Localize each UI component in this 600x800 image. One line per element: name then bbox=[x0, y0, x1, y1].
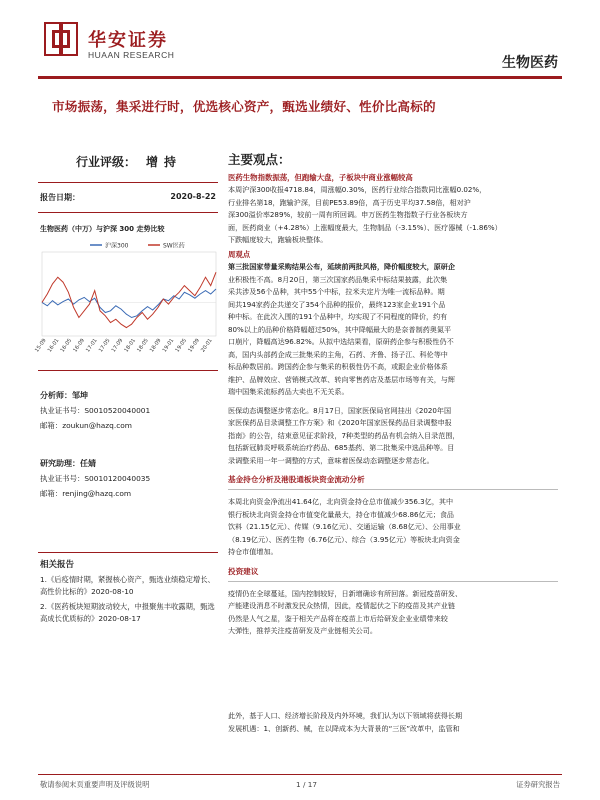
x-tick-label: 15-09 bbox=[34, 337, 48, 354]
series-line-SW医药 bbox=[42, 272, 216, 327]
footer-doc-type: 证券研究报告 bbox=[516, 780, 560, 789]
text-line: 行业排名第18，跑输沪深，目前PE53.89倍，高于历史平均37.58倍，相对沪 bbox=[228, 197, 471, 207]
text-line: 医保动态调整逐步常态化。8月17日，国家医保局官网挂出《2020年国 bbox=[228, 405, 452, 415]
report-date-value: 2020-8-22 bbox=[170, 192, 216, 201]
text-line: 指南》的公告，结束意见征求阶段，7种类型的药品有机会纳入目录范围， bbox=[228, 430, 460, 440]
report-title: 市场振荡，集采进行时，优选核心资产，甄选业绩好、性价比高标的 bbox=[52, 99, 436, 114]
analyst-email-label: 邮箱： bbox=[40, 421, 63, 430]
paragraph-index-review bbox=[228, 184, 558, 247]
assistant-name: 任婧 bbox=[80, 459, 96, 468]
assistant-info bbox=[40, 456, 150, 501]
analyst-email[interactable]: zoukun@hazq.com bbox=[62, 421, 133, 430]
weekly-view-label: 周观点 bbox=[228, 249, 251, 259]
footer-disclaimer: 敬请参阅末页重要声明及评级说明 bbox=[40, 780, 150, 789]
text-line: 80%以上的品种价格降幅超过50%，其中降幅最大的是奈普制药奥氮平 bbox=[228, 324, 452, 334]
text-line: 维护、品牌效应、营销模式改革、转向零售药店及基层市场等有关，与辉 bbox=[228, 374, 455, 384]
text-line: 业积极性不高。8月20日，第三次国家药品集采中标结果披露，此次集 bbox=[228, 274, 448, 284]
text-line: 家医保药品目录调整工作方案》和《2020年国家医保药品目录调整申报 bbox=[228, 418, 452, 427]
text-line: 下跌幅度较大，跑输板块整体。 bbox=[228, 235, 328, 244]
x-tick-label: 20-01 bbox=[200, 337, 214, 354]
x-tick-label: 19-01 bbox=[161, 337, 176, 354]
related-report-item[interactable]: 1.《后疫情时期，紧握核心资产，甄选业绩稳定增长、高性价比标的》2020-08-10 bbox=[40, 575, 215, 597]
section-title-index: 医药生物指数振荡，但跑输大盘，子板块中商业涨幅较高 bbox=[228, 173, 413, 182]
text-line: 高，国内头部药企成三批集采的主角，石药、齐鲁、扬子江、科伦等中 bbox=[228, 349, 448, 359]
paragraph-investment bbox=[228, 588, 558, 638]
x-tick-label: 19-09 bbox=[187, 337, 201, 354]
text-line: 疫情仍在全球蔓延，国内控制较好，日新增确诊有所回落。新冠疫苗研发、 bbox=[228, 588, 463, 598]
x-tick-label: 17-09 bbox=[110, 337, 125, 354]
left-divider bbox=[38, 552, 218, 553]
text-line: 本周北向资金净流出41.64亿，北向资金持仓总市值减少356.3亿，其中 bbox=[228, 497, 454, 506]
x-tick-label: 17-01 bbox=[85, 337, 99, 354]
industry-tag: 生物医药 bbox=[502, 55, 558, 71]
paragraph-procurement bbox=[228, 261, 558, 399]
report-date-row bbox=[40, 192, 216, 203]
text-line: 发展机遇：1、创新药、械，在以降成本为大背景的“三医”改革中，监管和 bbox=[228, 723, 460, 733]
assistant-email[interactable]: renjing@hazq.com bbox=[62, 489, 132, 498]
assistant-cert-label: 执业证书号： bbox=[40, 474, 85, 483]
text-line: 采共涉及56个品种，其中55个中标，拉米夫定片为唯一流标品种。期 bbox=[228, 287, 445, 296]
related-report-item[interactable]: 2.《医药板块短期波动较大，中报聚焦丰收露期，甄选高成长优质标的》2020-08-17 bbox=[40, 601, 215, 623]
text-line: 瑞中国集采流标药品大卖也不无关系。 bbox=[228, 387, 349, 396]
assistant-cert: S0010120040035 bbox=[84, 474, 151, 483]
page-number: 1 / 17 bbox=[296, 780, 318, 789]
assistant-role: 研究助理： bbox=[40, 459, 80, 468]
related-reports-list bbox=[40, 574, 220, 627]
rating-label: 行业评级： bbox=[76, 155, 137, 169]
text-line: 产能建设消息不时激发民众热情，因此，疫情起伏之下的疫苗及其产业链 bbox=[228, 601, 455, 610]
left-divider bbox=[38, 182, 218, 183]
x-tick-label: 16-09 bbox=[72, 337, 86, 354]
analyst-cert: S0010520040001 bbox=[84, 406, 151, 415]
legend-label: SW医药 bbox=[163, 242, 185, 250]
section-title-investment: 投资建议 bbox=[228, 565, 558, 582]
trend-chart bbox=[34, 238, 220, 366]
paragraph-medical-insurance bbox=[228, 405, 558, 468]
x-tick-label: 18-01 bbox=[123, 337, 138, 354]
brand-name: 华安证券 bbox=[88, 30, 168, 51]
paragraph-fund-flow bbox=[228, 496, 558, 559]
paragraph-long-term bbox=[228, 710, 560, 735]
series-line-沪深300 bbox=[42, 289, 216, 318]
text-line: 口崩片，降幅高达96.82%。从拟中选结果看，原研药企参与积极性仍不 bbox=[228, 337, 454, 346]
text-line: （8.19亿元）、医药生物（6.76亿元）、综合（3.95亿元）等板块北向资金 bbox=[228, 534, 460, 544]
key-points-body bbox=[228, 168, 558, 638]
text-line: 持仓市值增加。 bbox=[228, 547, 278, 556]
text-line: 种中标。在此次入围的191个品种中，均实现了不同程度的降价，约有 bbox=[228, 312, 448, 321]
brand-english-name: HUAAN RESEARCH bbox=[88, 50, 175, 60]
x-tick-label: 19-05 bbox=[174, 337, 189, 354]
legend-label: 沪深300 bbox=[105, 242, 129, 250]
x-tick-label: 17-05 bbox=[97, 337, 112, 354]
key-points-heading: 主要观点： bbox=[228, 152, 291, 167]
text-line: 银行板块北向资金持仓市值变化量最大，持仓市值减少68.86亿元；食品 bbox=[228, 509, 455, 519]
text-line: 标品种数居前。跨国药企参与集采的积极性仍不高，或跟企业价格体系 bbox=[228, 362, 448, 371]
section-title-fund-flow: 基金持仓分析及港股通板块资金流动分析 bbox=[228, 473, 558, 490]
rating-value: 增持 bbox=[146, 155, 183, 169]
chart-title: 生物医药（中万）与沪深 300 走势比较 bbox=[40, 225, 165, 233]
text-line: 录调整采用一年一调整的方式，意味着医保动态调整逐步常态化。 bbox=[228, 455, 434, 465]
text-line: 本周沪深300收报4718.84，周涨幅0.30%，医药行业综合指数同比涨幅0.02%， bbox=[228, 185, 487, 194]
industry-rating bbox=[76, 153, 182, 170]
brand-logo-mark bbox=[44, 22, 78, 56]
text-line: 间共194家药企共递交了354个品种的报价，最终123家企业191个品 bbox=[228, 299, 446, 309]
analyst-role: 分析师： bbox=[40, 391, 72, 400]
text-line: 此外，基于人口、经济增长阶段及内外环境，我们认为以下领域将获得长期 bbox=[228, 711, 463, 720]
chart-frame bbox=[42, 252, 216, 336]
analyst-name: 邹坤 bbox=[72, 391, 88, 400]
x-tick-label: 16-05 bbox=[59, 337, 74, 354]
left-divider bbox=[38, 212, 218, 213]
text-line: 饮料（21.15亿元）、传媒（9.16亿元）、交通运输（8.68亿元）、公用事业 bbox=[228, 522, 461, 531]
footer-rule bbox=[38, 774, 562, 775]
x-tick-label: 18-05 bbox=[136, 337, 150, 354]
text-line: 第三批国家带量采购结果公布，延续前两批风格，降价幅度较大，原研企 bbox=[228, 262, 455, 271]
related-reports-title: 相关报告 bbox=[40, 560, 75, 570]
text-line: 深300溢价率289%，较前一周有所回调。申万医药生物指数子行业各板块方 bbox=[228, 210, 468, 219]
text-line: 大弹性，推荐关注疫苗研发及产业链相关公司。 bbox=[228, 626, 377, 635]
report-date-label: 报告日期： bbox=[40, 193, 80, 202]
text-line: 包括新冠肺炎呼吸系统治疗药品、685基药、第二批集采中选品种等。目 bbox=[228, 443, 455, 452]
header-rule bbox=[38, 76, 562, 79]
analyst-info bbox=[40, 388, 150, 433]
x-tick-label: 16-01 bbox=[46, 337, 61, 354]
assistant-email-label: 邮箱： bbox=[40, 489, 63, 498]
analyst-cert-label: 执业证书号： bbox=[40, 406, 85, 415]
x-tick-label: 18-09 bbox=[148, 337, 163, 354]
text-line: 面，医药商业（+4.28%）上涨幅度最大，生物制品（-3.15%）、医疗器械（-1.86%） bbox=[228, 222, 502, 232]
text-line: 仍然是人气之星，鉴于相关产品将在疫苗上市后给研发企业业绩带来较 bbox=[228, 613, 448, 623]
left-divider bbox=[38, 370, 218, 371]
